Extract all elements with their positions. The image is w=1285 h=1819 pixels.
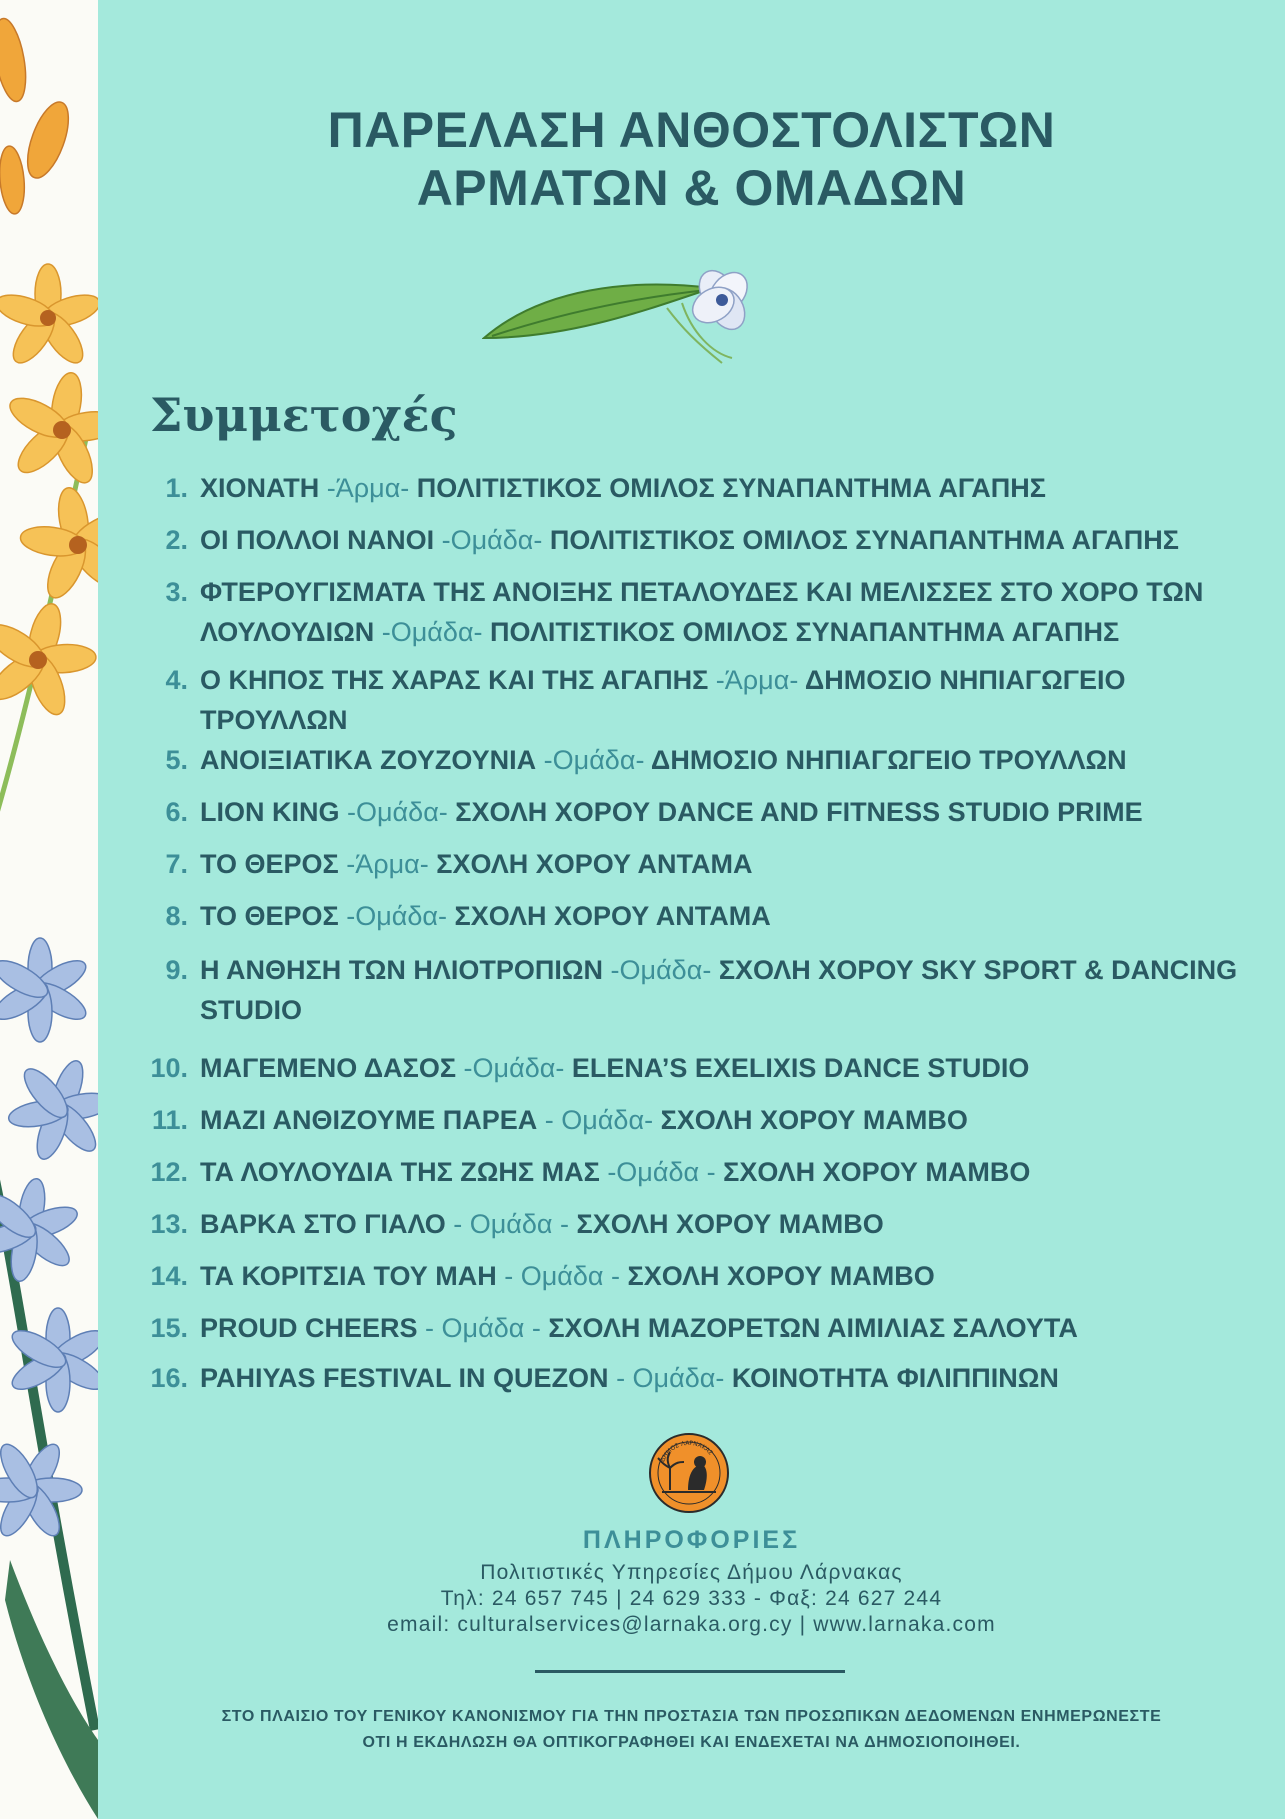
entry-organization: ΚΟΙΝΟΤΗΤΑ ΦΙΛΙΠΠΙΝΩΝ: [724, 1363, 1059, 1393]
entry-organization: ΣΧΟΛΗ ΧΟΡΟΥ ΑΝΤΑΜΑ: [428, 849, 753, 879]
page-title-line-2: ΑΡΜΑΤΩΝ & ΟΜΑΔΩΝ: [416, 160, 967, 216]
entry-name: ΦΤΕΡΟΥΓΙΣΜΑΤΑ ΤΗΣ ΑΝΟΙΞΗΣ ΠΕΤΑΛΟΥΔΕΣ ΚΑΙ ΜΕΛΙΣΣΕΣ ΣΤΟ ΧΟΡΟ ΤΩΝ ΛΟΥΛΟΥΔΙΩΝ: [200, 577, 1204, 647]
entry-type: -Ομάδα-: [543, 745, 645, 775]
entry-type: -Ομάδα-: [463, 1053, 565, 1083]
entry-name: Ο ΚΗΠΟΣ ΤΗΣ ΧΑΡΑΣ ΚΑΙ ΤΗΣ ΑΓΑΠΗΣ: [200, 665, 716, 695]
entry-number: 6.: [165, 797, 188, 827]
entry-organization: ΣΧΟΛΗ ΧΟΡΟΥ ΜΑΜΒΟ: [715, 1157, 1031, 1187]
entry-number: 12.: [150, 1157, 188, 1187]
entry-organization: ΠΟΛΙΤΙΣΤΙΚΟΣ ΟΜΙΛΟΣ ΣΥΝΑΠΑΝΤΗΜΑ ΑΓΑΠΗΣ: [482, 617, 1120, 647]
entry-organization: ΣΧΟΛΗ ΧΟΡΟΥ ΜΑΜΒΟ: [620, 1261, 935, 1291]
entry-name: ΜΑΓΕΜΕΝΟ ΔΑΣΟΣ: [200, 1053, 464, 1083]
entry-type: - Ομάδα-: [616, 1363, 725, 1393]
entry-name: PAHIYAS FESTIVAL IN QUEZON: [200, 1363, 617, 1393]
entry-number: 8.: [165, 901, 188, 931]
list-item: [130, 1152, 1250, 1192]
divider: [535, 1670, 845, 1673]
entry-organization: ΠΟΛΙΤΙΣΤΙΚΟΣ ΟΜΙΛΟΣ ΣΥΝΑΠΑΝΤΗΜΑ ΑΓΑΠΗΣ: [409, 473, 1046, 503]
seal-text: ΔΗΜΟΣ ΛΑΡΝΑΚΑΣ: [659, 1439, 715, 1463]
entry-organization: ΔΗΜΟΣΙΟ ΝΗΠΙΑΓΩΓΕΙΟ ΤΡΟΥΛΛΩΝ: [644, 745, 1127, 775]
entry-name: PROUD CHEERS: [200, 1313, 426, 1343]
entry-type: -Ομάδα-: [610, 955, 712, 985]
entry-number: 1.: [165, 473, 188, 503]
list-item: [130, 896, 1250, 936]
entry-name: ΤΟ ΘΕΡΟΣ: [200, 849, 347, 879]
entry-type: -Ομάδα-: [441, 525, 543, 555]
entry-organization: ΣΧΟΛΗ ΧΟΡΟΥ SKY SPORT & DANCING STUDIO: [200, 955, 1238, 1025]
entry-type: -Άρμα-: [715, 665, 799, 695]
entry-type: - Ομάδα -: [425, 1313, 549, 1343]
list-item: [130, 660, 1250, 740]
entry-organization: ΣΧΟΛΗ ΧΟΡΟΥ ΑΝΤΑΜΑ: [447, 901, 771, 931]
entry-number: 7.: [165, 849, 188, 879]
entry-number: 14.: [150, 1261, 188, 1291]
list-item: [130, 1358, 1250, 1398]
entry-number: 3.: [165, 577, 188, 607]
entry-organization: ΣΧΟΛΗ ΧΟΡΟΥ DANCE AND FITNESS STUDIO PRIME: [447, 797, 1143, 827]
entry-name: ΑΝΟΙΞΙΑΤΙΚΑ ΖΟΥΖΟΥΝΙΑ: [200, 745, 544, 775]
entry-type: - Ομάδα -: [504, 1261, 621, 1291]
entry-type: -Ομάδα-: [381, 617, 483, 647]
list-item: [130, 1308, 1250, 1348]
entry-name: ΒΑΡΚΑ ΣΤΟ ΓΙΑΛΟ: [200, 1209, 454, 1239]
list-item: [130, 792, 1250, 832]
list-item: [130, 950, 1250, 1030]
entry-number: 16.: [150, 1363, 188, 1393]
list-item: [130, 1048, 1250, 1088]
entry-organization: ΔΗΜΟΣΙΟ ΝΗΠΙΑΓΩΓΕΙΟ ΤΡΟΥΛΛΩΝ: [200, 665, 1126, 735]
section-title: Συμμετοχές: [150, 388, 458, 442]
flower-illustration-icon: [0, 0, 98, 1819]
entry-number: 13.: [150, 1209, 188, 1239]
entry-number: 10.: [150, 1053, 188, 1083]
entry-number: 9.: [165, 955, 188, 985]
privacy-notice-line-2: ΟΤΙ Η ΕΚΔΗΛΩΣΗ ΘΑ ΟΠΤΙΚΟΓΡΑΦΗΘΕΙ ΚΑΙ ΕΝΔΕΧΕΤΑΙ ΝΑ ΔΗΜΟΣΙΟΠΟΙΗΘΕΙ.: [362, 1734, 1021, 1751]
entry-organization: ΣΧΟΛΗ ΜΑΖΟΡΕΤΩΝ ΑΙΜΙΛΙΑΣ ΣΑΛΟΥΤΑ: [548, 1313, 1078, 1343]
entry-name: ΤΑ ΚΟΡΙΤΣΙΑ ΤΟΥ ΜΑΗ: [200, 1261, 505, 1291]
entry-name: Η ΑΝΘΗΣΗ ΤΩΝ ΗΛΙΟΤΡΟΠΙΩΝ: [200, 955, 611, 985]
entry-name: ΤΑ ΛΟΥΛΟΥΔΙΑ ΤΗΣ ΖΩΗΣ ΜΑΣ: [200, 1157, 608, 1187]
leaf-flower-icon: [482, 258, 762, 378]
info-phone: Τηλ: 24 657 745 | 24 629 333 - Φαξ: 24 627 244: [440, 1587, 943, 1610]
entry-type: -Άρμα-: [346, 849, 429, 879]
entry-organization: ΠΟΛΙΤΙΣΤΙΚΟΣ ΟΜΙΛΟΣ ΣΥΝΑΠΑΝΤΗΜΑ ΑΓΑΠΗΣ: [542, 525, 1179, 555]
list-item: [130, 1204, 1250, 1244]
info-organization: Πολιτιστικές Υπηρεσίες Δήμου Λάρνακας: [480, 1561, 903, 1584]
list-item: [130, 572, 1250, 652]
entry-type: -Άρμα-: [326, 473, 410, 503]
entry-name: LION KING: [200, 797, 347, 827]
entry-type: -Ομάδα-: [346, 901, 448, 931]
entry-type: - Ομάδα -: [453, 1209, 570, 1239]
entry-organization: ΣΧΟΛΗ ΧΟΡΟΥ ΜΑΜΒΟ: [569, 1209, 884, 1239]
list-item: [130, 1100, 1250, 1140]
info-contact: email: culturalservices@larnaka.org.cy | www.larnaka.com: [387, 1613, 996, 1636]
entry-number: 4.: [165, 665, 188, 695]
entry-type: -Ομάδα -: [607, 1157, 716, 1187]
info-heading: ΠΛΗΡΟΦΟΡΙΕΣ: [582, 1526, 801, 1554]
page-title-line-1: ΠΑΡΕΛΑΣΗ ΑΝΘΟΣΤΟΛΙΣΤΩΝ: [327, 102, 1056, 158]
entry-number: 11.: [151, 1105, 188, 1135]
list-item: [130, 740, 1250, 780]
entry-number: 5.: [165, 745, 188, 775]
entry-name: ΜΑΖΙ ΑΝΘΙΖΟΥΜΕ ΠΑΡΕΑ: [200, 1105, 545, 1135]
municipality-seal-icon: [648, 1432, 730, 1514]
entry-type: -Ομάδα-: [347, 797, 448, 827]
entry-name: ΟΙ ΠΟΛΛΟΙ ΝΑΝΟΙ: [200, 525, 442, 555]
entry-number: 15.: [150, 1313, 188, 1343]
list-item: [130, 1256, 1250, 1296]
list-item: [130, 468, 1250, 508]
entry-organization: ELENA’S EXELIXIS DANCE STUDIO: [564, 1053, 1030, 1083]
list-item: [130, 844, 1250, 884]
entry-organization: ΣΧΟΛΗ ΧΟΡΟΥ ΜΑΜΒΟ: [653, 1105, 968, 1135]
entry-name: ΧΙΟΝΑΤΗ: [200, 473, 327, 503]
entry-name: ΤΟ ΘΕΡΟΣ: [200, 901, 347, 931]
privacy-notice-line-1: ΣΤΟ ΠΛΑΙΣΙΟ ΤΟΥ ΓΕΝΙΚΟΥ ΚΑΝΟΝΙΣΜΟΥ ΓΙΑ ΤΗΝ ΠΡΟΣΤΑΣΙΑ ΤΩΝ ΠΡΟΣΩΠΙΚΩΝ ΔΕΔΟΜΕΝΩΝ ΕΝΗΜΕΡΩΝΕΣΤΕ: [221, 1708, 1162, 1725]
entry-number: 2.: [165, 525, 188, 555]
entry-type: - Ομάδα-: [544, 1105, 654, 1135]
floral-decoration: [0, 0, 98, 1819]
list-item: [130, 520, 1250, 560]
